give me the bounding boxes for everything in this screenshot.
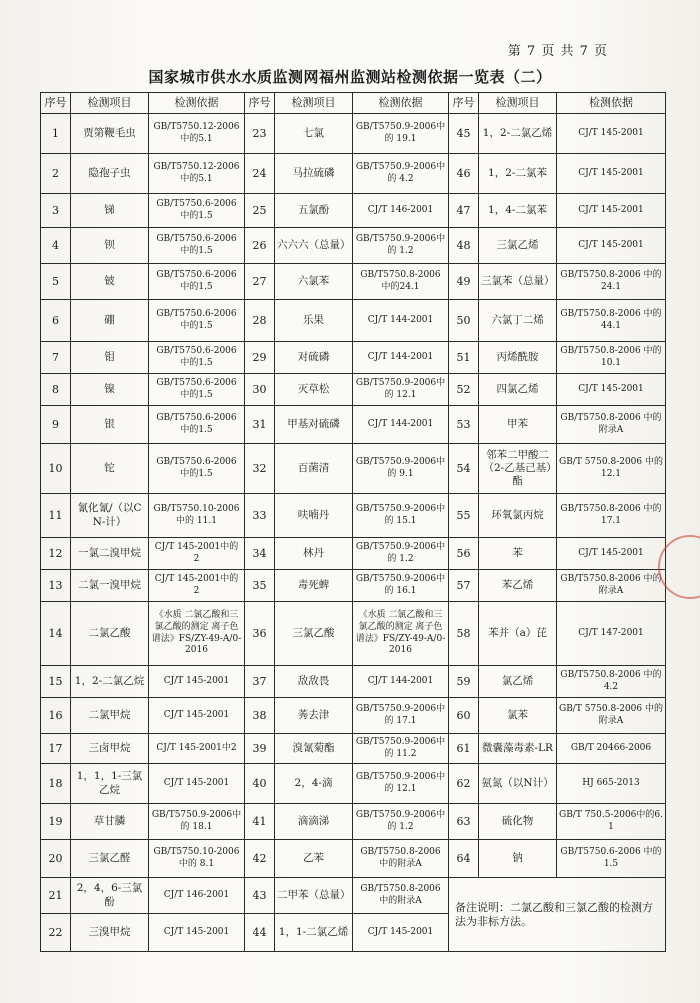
test-basis-cell: CJ/T 146-2001 xyxy=(353,194,449,228)
test-item-cell: 硼 xyxy=(71,300,149,342)
serial-number-cell: 31 xyxy=(245,406,275,444)
test-item-cell: 三卤甲烷 xyxy=(71,734,149,764)
serial-number-cell: 60 xyxy=(449,698,479,734)
test-item-cell: 溴氰菊酯 xyxy=(275,734,353,764)
table-row xyxy=(41,764,666,804)
test-item-cell: 钠 xyxy=(479,840,557,878)
serial-number-cell: 1 xyxy=(41,114,71,154)
test-basis-cell: CJ/T 144-2001 xyxy=(353,406,449,444)
serial-number-cell: 38 xyxy=(245,698,275,734)
test-basis-cell: GB/T 5750.8-2006 中的附录A xyxy=(557,698,666,734)
serial-number-cell: 37 xyxy=(245,666,275,698)
test-item-cell: 丙烯酰胺 xyxy=(479,342,557,374)
remarks-note: 备注说明：二氯乙酸和三氯乙酸的检测方法为非标方法。 xyxy=(449,878,666,952)
serial-number-cell: 4 xyxy=(41,228,71,264)
serial-number-cell: 64 xyxy=(449,840,479,878)
test-basis-cell: CJ/T 145-2001 xyxy=(149,764,245,804)
test-basis-cell: GB/T 750.5-2006中的6.1 xyxy=(557,804,666,840)
test-item-cell: 邻苯二甲酸二（2-乙基己基）酯 xyxy=(479,444,557,494)
header-cell: 检测依据 xyxy=(149,93,245,114)
serial-number-cell: 47 xyxy=(449,194,479,228)
serial-number-cell: 28 xyxy=(245,300,275,342)
test-basis-cell: CJ/T 145-2001中的 2 xyxy=(149,538,245,570)
test-item-cell: 滴滴涕 xyxy=(275,804,353,840)
test-basis-cell: GB/T5750.9-2006中的 16.1 xyxy=(353,570,449,602)
table-row xyxy=(41,538,666,570)
test-basis-cell: GB/T5750.10-2006 中的 8.1 xyxy=(149,840,245,878)
serial-number-cell: 16 xyxy=(41,698,71,734)
test-item-cell: 甲基对硫磷 xyxy=(275,406,353,444)
header-cell: 检测项目 xyxy=(275,93,353,114)
test-basis-cell: GB/T5750.6-2006 中的1.5 xyxy=(149,300,245,342)
test-basis-cell: GB/T5750.8-2006 中的44.1 xyxy=(557,300,666,342)
table-row xyxy=(41,878,666,914)
test-item-cell: 林丹 xyxy=(275,538,353,570)
test-item-cell: 乙苯 xyxy=(275,840,353,878)
serial-number-cell: 35 xyxy=(245,570,275,602)
table-row xyxy=(41,194,666,228)
test-item-cell: 氰化氰/（以CN-计） xyxy=(71,494,149,538)
serial-number-cell: 22 xyxy=(41,914,71,952)
test-item-cell: 乐果 xyxy=(275,300,353,342)
test-basis-cell: GB/T5750.9-2006中的 19.1 xyxy=(353,114,449,154)
serial-number-cell: 49 xyxy=(449,264,479,300)
serial-number-cell: 2 xyxy=(41,154,71,194)
test-basis-cell: GB/T5750.9-2006中的 1.2 xyxy=(353,538,449,570)
table-row xyxy=(41,734,666,764)
test-item-cell: 甲苯 xyxy=(479,406,557,444)
test-item-cell: 1，2-二氯乙烷 xyxy=(71,666,149,698)
serial-number-cell: 36 xyxy=(245,602,275,666)
serial-number-cell: 21 xyxy=(41,878,71,914)
serial-number-cell: 46 xyxy=(449,154,479,194)
serial-number-cell: 52 xyxy=(449,374,479,406)
test-basis-cell: GB/T5750.9-2006中的 12.1 xyxy=(353,764,449,804)
test-item-cell: 毒死蜱 xyxy=(275,570,353,602)
serial-number-cell: 13 xyxy=(41,570,71,602)
test-item-cell: 百菌清 xyxy=(275,444,353,494)
test-item-cell: 六氯丁二烯 xyxy=(479,300,557,342)
serial-number-cell: 57 xyxy=(449,570,479,602)
test-basis-cell: GB/T5750.9-2006中的 15.1 xyxy=(353,494,449,538)
serial-number-cell: 34 xyxy=(245,538,275,570)
serial-number-cell: 9 xyxy=(41,406,71,444)
test-item-cell: 敌敌畏 xyxy=(275,666,353,698)
test-item-cell: 三氯苯（总量） xyxy=(479,264,557,300)
serial-number-cell: 56 xyxy=(449,538,479,570)
serial-number-cell: 59 xyxy=(449,666,479,698)
table-row xyxy=(41,154,666,194)
test-basis-cell: 《水质 二氯乙酸和三氯乙酸的测定 离子色谱法》FS/ZY-49-A/0-2016 xyxy=(149,602,245,666)
test-basis-cell: CJ/T 145-2001 xyxy=(149,914,245,952)
test-basis-cell: CJ/T 145-2001 xyxy=(557,538,666,570)
test-basis-cell: CJ/T 145-2001 xyxy=(557,228,666,264)
serial-number-cell: 12 xyxy=(41,538,71,570)
serial-number-cell: 18 xyxy=(41,764,71,804)
table-row xyxy=(41,342,666,374)
serial-number-cell: 32 xyxy=(245,444,275,494)
document-title: 国家城市供水水质监测网福州监测站检测依据一览表（二） xyxy=(148,68,552,86)
test-basis-cell: CJ/T 145-2001 xyxy=(149,698,245,734)
test-basis-cell: CJ/T 145-2001 xyxy=(557,194,666,228)
serial-number-cell: 58 xyxy=(449,602,479,666)
table-row xyxy=(41,264,666,300)
test-basis-cell: GB/T5750.9-2006中的 12.1 xyxy=(353,374,449,406)
test-basis-cell: GB/T 5750.8-2006 中的12.1 xyxy=(557,444,666,494)
serial-number-cell: 50 xyxy=(449,300,479,342)
test-basis-cell: CJ/T 145-2001中的 2 xyxy=(149,570,245,602)
serial-number-cell: 17 xyxy=(41,734,71,764)
table-row xyxy=(41,406,666,444)
test-basis-table xyxy=(40,92,666,952)
serial-number-cell: 45 xyxy=(449,114,479,154)
test-item-cell: 三溴甲烷 xyxy=(71,914,149,952)
serial-number-cell: 40 xyxy=(245,764,275,804)
header-cell: 检测依据 xyxy=(353,93,449,114)
test-basis-cell: GB/T5750.6-2006 中的1.5 xyxy=(557,840,666,878)
test-basis-cell: CJ/T 145-2001中2 xyxy=(149,734,245,764)
serial-number-cell: 11 xyxy=(41,494,71,538)
test-basis-cell: GB/T5750.6-2006 中的1.5 xyxy=(149,264,245,300)
test-item-cell: 马拉硫磷 xyxy=(275,154,353,194)
serial-number-cell: 54 xyxy=(449,444,479,494)
test-item-cell: 莠去津 xyxy=(275,698,353,734)
test-item-cell: 苯并（a）芘 xyxy=(479,602,557,666)
header-cell: 检测项目 xyxy=(71,93,149,114)
serial-number-cell: 14 xyxy=(41,602,71,666)
serial-number-cell: 3 xyxy=(41,194,71,228)
test-item-cell: 灭草松 xyxy=(275,374,353,406)
test-item-cell: 1，2-二氯乙烯 xyxy=(479,114,557,154)
serial-number-cell: 24 xyxy=(245,154,275,194)
test-basis-cell: CJ/T 144-2001 xyxy=(353,342,449,374)
table-row xyxy=(41,698,666,734)
test-item-cell: 四氯乙烯 xyxy=(479,374,557,406)
test-basis-cell: CJ/T 145-2001 xyxy=(557,374,666,406)
serial-number-cell: 44 xyxy=(245,914,275,952)
test-item-cell: 三氯乙醛 xyxy=(71,840,149,878)
serial-number-cell: 20 xyxy=(41,840,71,878)
table-row xyxy=(41,570,666,602)
serial-number-cell: 48 xyxy=(449,228,479,264)
serial-number-cell: 55 xyxy=(449,494,479,538)
table-row xyxy=(41,840,666,878)
test-item-cell: 铍 xyxy=(71,264,149,300)
serial-number-cell: 8 xyxy=(41,374,71,406)
test-item-cell: 氨氮（以N计） xyxy=(479,764,557,804)
test-item-cell: 三氯乙烯 xyxy=(479,228,557,264)
test-basis-cell: GB/T5750.9-2006中的 18.1 xyxy=(149,804,245,840)
test-basis-cell: HJ 665-2013 xyxy=(557,764,666,804)
table-row xyxy=(41,114,666,154)
test-item-cell: 硫化物 xyxy=(479,804,557,840)
serial-number-cell: 63 xyxy=(449,804,479,840)
table-row xyxy=(41,374,666,406)
test-item-cell: 1，1，1-三氯乙烷 xyxy=(71,764,149,804)
test-basis-cell: CJ/T 147-2001 xyxy=(557,602,666,666)
test-basis-cell: CJ/T 145-2001 xyxy=(149,666,245,698)
serial-number-cell: 43 xyxy=(245,878,275,914)
test-item-cell: 1，4-二氯苯 xyxy=(479,194,557,228)
table-row xyxy=(41,300,666,342)
test-basis-cell: GB/T5750.8-2006 中的附录A xyxy=(353,878,449,914)
test-basis-cell: GB/T5750.8-2006 中的17.1 xyxy=(557,494,666,538)
test-basis-cell: CJ/T 145-2001 xyxy=(353,914,449,952)
test-basis-cell: 《水质 二氯乙酸和三氯乙酸的测定 离子色谱法》FS/ZY-49-A/0-2016 xyxy=(353,602,449,666)
test-basis-cell: GB/T5750.9-2006中的 11.2 xyxy=(353,734,449,764)
test-item-cell: 2，4，6-三氯酚 xyxy=(71,878,149,914)
table-row xyxy=(41,444,666,494)
test-item-cell: 微囊藻毒素-LR xyxy=(479,734,557,764)
test-item-cell: 苯乙烯 xyxy=(479,570,557,602)
test-basis-cell: GB/T5750.8-2006 中的24.1 xyxy=(353,264,449,300)
test-item-cell: 对硫磷 xyxy=(275,342,353,374)
test-basis-cell: GB/T5750.8-2006 中的附录A xyxy=(557,570,666,602)
test-item-cell: 二氯一溴甲烷 xyxy=(71,570,149,602)
test-basis-cell: GB/T5750.8-2006 中的附录A xyxy=(353,840,449,878)
test-item-cell: 银 xyxy=(71,406,149,444)
serial-number-cell: 7 xyxy=(41,342,71,374)
test-item-cell: 七氯 xyxy=(275,114,353,154)
test-basis-cell: GB/T5750.9-2006中的 4.2 xyxy=(353,154,449,194)
test-basis-cell: GB/T5750.8-2006 中的24.1 xyxy=(557,264,666,300)
test-item-cell: 贾第鞭毛虫 xyxy=(71,114,149,154)
test-basis-cell: GB/T5750.10-2006 中的 11.1 xyxy=(149,494,245,538)
test-basis-cell: GB/T 20466-2006 xyxy=(557,734,666,764)
test-item-cell: 锑 xyxy=(71,194,149,228)
test-basis-cell: GB/T5750.6-2006 中的1.5 xyxy=(149,342,245,374)
serial-number-cell: 53 xyxy=(449,406,479,444)
serial-number-cell: 51 xyxy=(449,342,479,374)
test-item-cell: 草甘膦 xyxy=(71,804,149,840)
serial-number-cell: 5 xyxy=(41,264,71,300)
test-basis-cell: GB/T5750.8-2006 中的附录A xyxy=(557,406,666,444)
test-item-cell: 钡 xyxy=(71,228,149,264)
table-row xyxy=(41,494,666,538)
table-row xyxy=(41,228,666,264)
serial-number-cell: 6 xyxy=(41,300,71,342)
test-item-cell: 2，4-滴 xyxy=(275,764,353,804)
table-row xyxy=(41,602,666,666)
test-basis-cell: GB/T5750.8-2006 中的4.2 xyxy=(557,666,666,698)
test-basis-cell: GB/T5750.6-2006 中的1.5 xyxy=(149,444,245,494)
serial-number-cell: 23 xyxy=(245,114,275,154)
test-basis-cell: GB/T5750.8-2006 中的10.1 xyxy=(557,342,666,374)
test-basis-cell: CJ/T 145-2001 xyxy=(557,114,666,154)
test-item-cell: 苯 xyxy=(479,538,557,570)
test-basis-cell: GB/T5750.6-2006 中的1.5 xyxy=(149,228,245,264)
header-cell: 序号 xyxy=(449,93,479,114)
test-basis-cell: GB/T5750.9-2006中的 1.2 xyxy=(353,228,449,264)
test-item-cell: 六六六（总量） xyxy=(275,228,353,264)
test-item-cell: 呋喃丹 xyxy=(275,494,353,538)
serial-number-cell: 27 xyxy=(245,264,275,300)
test-item-cell: 二甲苯（总量） xyxy=(275,878,353,914)
test-item-cell: 钼 xyxy=(71,342,149,374)
test-basis-cell: GB/T5750.9-2006中的 17.1 xyxy=(353,698,449,734)
test-item-cell: 铊 xyxy=(71,444,149,494)
test-item-cell: 氯苯 xyxy=(479,698,557,734)
test-basis-cell: CJ/T 145-2001 xyxy=(557,154,666,194)
serial-number-cell: 39 xyxy=(245,734,275,764)
test-basis-cell: CJ/T 144-2001 xyxy=(353,300,449,342)
header-cell: 检测依据 xyxy=(557,93,666,114)
table-row xyxy=(41,804,666,840)
test-item-cell: 镍 xyxy=(71,374,149,406)
serial-number-cell: 26 xyxy=(245,228,275,264)
page-number: 第 7 页 共 7 页 xyxy=(507,44,608,59)
test-basis-cell: GB/T5750.9-2006中的 1.2 xyxy=(353,804,449,840)
serial-number-cell: 62 xyxy=(449,764,479,804)
test-basis-cell: CJ/T 146-2001 xyxy=(149,878,245,914)
header-cell: 检测项目 xyxy=(479,93,557,114)
test-item-cell: 氯乙烯 xyxy=(479,666,557,698)
table-row xyxy=(41,666,666,698)
test-basis-cell: GB/T5750.6-2006 中的1.5 xyxy=(149,374,245,406)
test-basis-cell: GB/T5750.9-2006中的 9.1 xyxy=(353,444,449,494)
test-basis-cell: GB/T5750.12-2006 中的5.1 xyxy=(149,154,245,194)
test-item-cell: 隐孢子虫 xyxy=(71,154,149,194)
test-item-cell: 1，2-二氯苯 xyxy=(479,154,557,194)
serial-number-cell: 42 xyxy=(245,840,275,878)
test-basis-cell: GB/T5750.6-2006 中的1.5 xyxy=(149,194,245,228)
serial-number-cell: 25 xyxy=(245,194,275,228)
serial-number-cell: 19 xyxy=(41,804,71,840)
serial-number-cell: 61 xyxy=(449,734,479,764)
table-header-row xyxy=(41,93,666,114)
test-item-cell: 环氧氯丙烷 xyxy=(479,494,557,538)
serial-number-cell: 10 xyxy=(41,444,71,494)
test-basis-cell: CJ/T 144-2001 xyxy=(353,666,449,698)
test-item-cell: 二氯甲烷 xyxy=(71,698,149,734)
header-cell: 序号 xyxy=(245,93,275,114)
serial-number-cell: 29 xyxy=(245,342,275,374)
serial-number-cell: 41 xyxy=(245,804,275,840)
test-basis-cell: GB/T5750.12-2006 中的5.1 xyxy=(149,114,245,154)
serial-number-cell: 15 xyxy=(41,666,71,698)
test-item-cell: 一氯二溴甲烷 xyxy=(71,538,149,570)
test-item-cell: 1，1-二氯乙烯 xyxy=(275,914,353,952)
test-basis-cell: GB/T5750.6-2006 中的1.5 xyxy=(149,406,245,444)
header-cell: 序号 xyxy=(41,93,71,114)
test-item-cell: 三氯乙酸 xyxy=(275,602,353,666)
table-body xyxy=(41,114,666,952)
serial-number-cell: 30 xyxy=(245,374,275,406)
serial-number-cell: 33 xyxy=(245,494,275,538)
test-item-cell: 六氯苯 xyxy=(275,264,353,300)
test-item-cell: 二氯乙酸 xyxy=(71,602,149,666)
test-item-cell: 五氯酚 xyxy=(275,194,353,228)
